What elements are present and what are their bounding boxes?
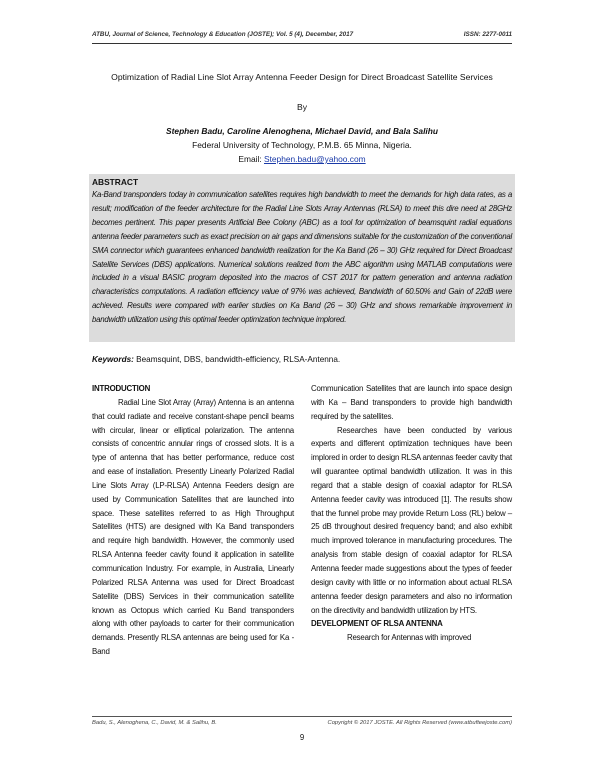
- email-label: Email:: [238, 154, 262, 164]
- intro-paragraph: [92, 396, 294, 659]
- authors: Stephen Badu, Caroline Alenoghena, Michael David, and Bala Salihu: [166, 126, 438, 136]
- footer-authors: Badu, S., Alenoghena, C., David, M. & Salihu, B.: [92, 720, 217, 726]
- introduction-heading: INTRODUCTION: [92, 384, 151, 393]
- intro-text: Radial Line Slot Array (Array) Antenna is an antenna that could radiate and receive constant-shape pencil beams with circular, linear or elliptical polarization. The antenna consists of concentric annular rings of crossed slots. It is a type of antenna that has better performance, reduce cost and ease of installation. Presently Linearly Polarized Radial Line Slots Array (LP-RLSA) Antenna Feeders design are used by Communication Satellites that are launched into space. These satellites referred to as High Throughput Satellites (HTS) are designed with Ka Band transponders and require high bandwidth. However, the commonly used RLSA Antenna feeder cavity found it application in satellite communication Industry. For example, in Australia, Linearly Polarized RLSA Antenna was used for Direct Broadcast Satellite (DBS) Services in their communication satellite known as Octopus which carried Ku Band transponders along with other payloads to carter for their communication demands. Presently RLSA antennas are being used for Ka -Band: [92, 397, 294, 657]
- footer: [92, 720, 512, 726]
- keywords: [92, 355, 512, 364]
- footer-rule: [92, 716, 512, 717]
- keywords-label: Keywords:: [92, 355, 134, 364]
- footer-copyright: Copyright © 2017 JOSTE. All Rights Reserved (www.atbufteejoste.com): [327, 720, 512, 726]
- abstract-text: Ka-Band transponders today in communication satellites requires high bandwidth to meet the demands for high data rates, as a result; modification of the feeder architecture for the Radial Line Slots Array Antennas (RLSA) to meet this dire need at 28GHz becomes pertinent. This paper presents Artificial Bee Colony (ABC) as a tool for optimization of beamsquint radial equations antenna feeder parameters such as exact precision on air gaps and dimensions suitable for the customization of the conventional SMA connector which guarantees enhanced bandwidth realization for the Ka Band (26 – 30) GHz required for Direct Broadcast Satellite Services (DBS) applications. Numerical solutions realized from the ABC algorithm using MATLAB computations were included in a visual BASIC program deposited into the macros of CST 2017 for pattern generation and antenna radiation characteristics computations. A radiation efficiency value of 97% was achieved, Bandwidth of 60.50% and Gain of 22dB were achieved. Results were compared with earlier studies on Ka Band (26 – 30) GHz and shows remarkable improvement in bandwidth utilization using this optimal feeder optimization technique implored.: [92, 190, 512, 325]
- right-column: [311, 382, 512, 645]
- research-text: Researches have been conducted by various experts and different optimization techniques have been implored in order to design RLSA antennas feeder cavity that will guarantee optimal bandwidth utilization. It was in this regard that a stable design of coaxial adaptor for RLSA Antenna feeder cavity was introduced [1]. The results show that the funnel probe may provide Return Loss (RL) below –25 dB throughout desired frequency band; and also exhibit much improved tolerance in manufacturing procedures. The analysis from stable design of coaxial adaptor for RLSA Antenna feeder made suggestions about the types of feeder design cavity with little or no information about actual RLSA antenna feeder design parameters and also no information on the directivity and bandwidth utilization by HTS.: [311, 425, 512, 615]
- page-number: 9: [299, 733, 305, 742]
- development-heading: DEVELOPMENT OF RLSA ANTENNA: [311, 619, 443, 629]
- left-column: [92, 382, 294, 659]
- header-rule: [92, 43, 512, 44]
- abstract-heading: ABSTRACT: [92, 177, 139, 187]
- email-line: [92, 154, 512, 164]
- running-header: [92, 31, 512, 38]
- by-line: By: [296, 102, 308, 112]
- dev-text: Research for Antennas with improved: [347, 633, 472, 643]
- right-paragraph-2: [311, 424, 512, 618]
- email-link[interactable]: Stephen.badu@yahoo.com: [263, 154, 366, 164]
- dev-paragraph: [311, 631, 512, 645]
- paper-title: Optimization of Radial Line Slot Array Antenna Feeder Design for Direct Broadcast Satellite Services: [111, 72, 493, 82]
- keywords-text: Beamsquint, DBS, bandwidth-efficiency, RLSA-Antenna.: [136, 355, 341, 364]
- affiliation: Federal University of Technology, P.M.B. 65 Minna, Nigeria.: [192, 140, 412, 150]
- journal-name: ATBU, Journal of Science, Technology & Education (JOSTE); Vol. 5 (4), December, 2017: [92, 31, 354, 38]
- issn: ISSN: 2277-0011: [463, 31, 512, 38]
- right-paragraph-1: Communication Satellites that are launch into space design with Ka – Band transponders to provide high bandwidth required by the satellites.: [311, 384, 512, 421]
